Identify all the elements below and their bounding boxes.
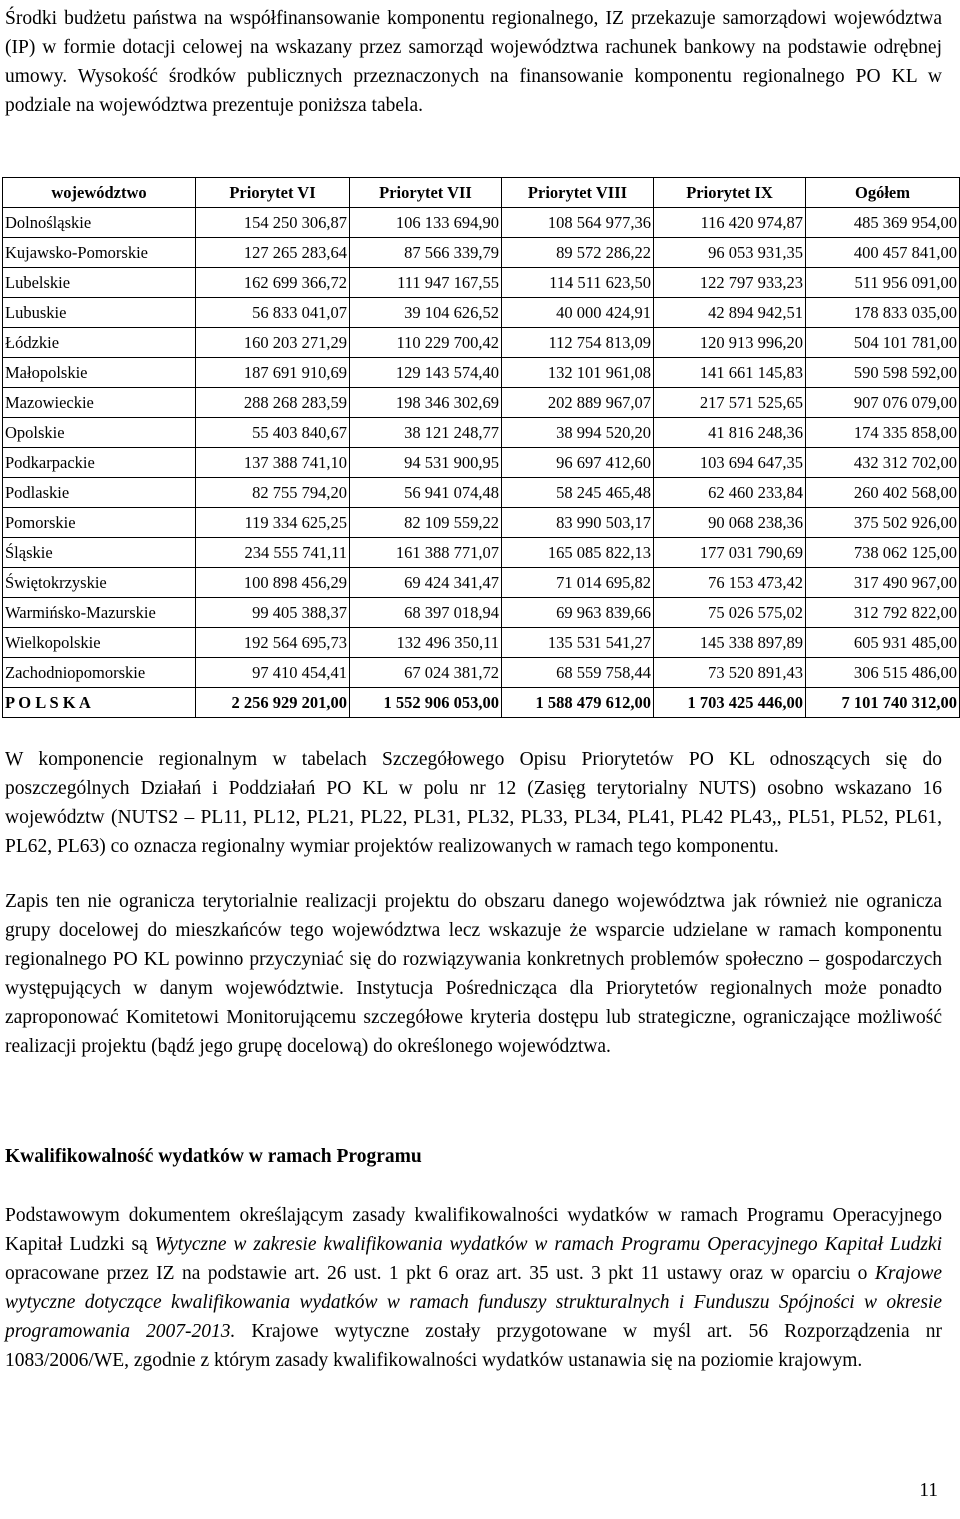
region-cell: Dolnośląskie [3, 208, 196, 238]
amount-cell: 39 104 626,52 [350, 298, 502, 328]
amount-cell: 174 335 858,00 [806, 418, 960, 448]
amount-cell: 400 457 841,00 [806, 238, 960, 268]
amount-cell: 41 816 248,36 [654, 418, 806, 448]
amount-cell: 112 754 813,09 [502, 328, 654, 358]
column-header: Ogółem [806, 178, 960, 208]
amount-cell: 177 031 790,69 [654, 538, 806, 568]
amount-cell: 40 000 424,91 [502, 298, 654, 328]
amount-cell: 56 941 074,48 [350, 478, 502, 508]
amount-cell: 83 990 503,17 [502, 508, 654, 538]
amount-cell: 160 203 271,29 [196, 328, 350, 358]
table-row [3, 658, 960, 688]
amount-cell: 58 245 465,48 [502, 478, 654, 508]
region-cell: Świętokrzyskie [3, 568, 196, 598]
eligibility-text-3: Krajowe wytyczne zostały przygotowane w myśl art. 56 Rozporządzenia nr 1083/2006/WE, zgodnie z którym zasady kwalifikowalności wydatków ustanawia się na poziomie krajowym. [5, 1321, 942, 1371]
amount-cell: 162 699 366,72 [196, 268, 350, 298]
intro-text: Środki budżetu państwa na współfinansowanie komponentu regionalnego, IZ przekazuje samorządowi województwa (IP) w formie dotacji celowej na wskazany przez samorząd województwa rachunek bankowy na podstawie odrębnej umowy. [5, 8, 942, 87]
region-cell: Wielkopolskie [3, 628, 196, 658]
table-row [3, 328, 960, 358]
amount-cell: 68 397 018,94 [350, 598, 502, 628]
table-row [3, 628, 960, 658]
amount-cell: 111 947 167,55 [350, 268, 502, 298]
funding-table [2, 177, 960, 718]
amount-cell: 738 062 125,00 [806, 538, 960, 568]
amount-cell: 103 694 647,35 [654, 448, 806, 478]
amount-cell: 511 956 091,00 [806, 268, 960, 298]
eligibility-text-1: Podstawowym dokumentem określającym zasady kwalifikowalności wydatków w ramach Programu Operacyjnego Kapitał Ludzki są [5, 1205, 942, 1255]
amount-cell: 94 531 900,95 [350, 448, 502, 478]
amount-cell: 75 026 575,02 [654, 598, 806, 628]
amount-cell: 605 931 485,00 [806, 628, 960, 658]
amount-cell: 119 334 625,25 [196, 508, 350, 538]
amount-cell: 106 133 694,90 [350, 208, 502, 238]
amount-cell: 38 121 248,77 [350, 418, 502, 448]
table-row [3, 388, 960, 418]
amount-cell: 71 014 695,82 [502, 568, 654, 598]
region-cell: Śląskie [3, 538, 196, 568]
eligibility-paragraph [5, 1201, 942, 1375]
column-header: Priorytet IX [654, 178, 806, 208]
amount-cell: 312 792 822,00 [806, 598, 960, 628]
table-row [3, 598, 960, 628]
amount-cell: 56 833 041,07 [196, 298, 350, 328]
national-guidelines-title: Krajowe wytyczne dotyczące kwalifikowania wydatków w ramach funduszy strukturalnych i Funduszu Spójności w okresie programowania 2007-2013. [5, 1263, 942, 1342]
amount-cell: 96 053 931,35 [654, 238, 806, 268]
table-row [3, 358, 960, 388]
amount-cell: 260 402 568,00 [806, 478, 960, 508]
amount-cell: 67 024 381,72 [350, 658, 502, 688]
total-amount-cell: 7 101 740 312,00 [806, 688, 960, 718]
table-row [3, 418, 960, 448]
amount-cell: 108 564 977,36 [502, 208, 654, 238]
amount-cell: 132 101 961,08 [502, 358, 654, 388]
amount-cell: 317 490 967,00 [806, 568, 960, 598]
amount-cell: 178 833 035,00 [806, 298, 960, 328]
amount-cell: 99 405 388,37 [196, 598, 350, 628]
region-cell: Podlaskie [3, 478, 196, 508]
regional-paragraph: W komponencie regionalnym w tabelach Szczegółowego Opisu Priorytetów PO KL odnoszących się do poszczególnych Działań i Poddziałań PO KL w polu nr 12 (Zasięg terytorialny NUTS) osobno wskazano 16 województw (NUTS2 – PL11, PL12, PL21, PL22, PL31, PL32, PL33, PL34, PL41, PL42 PL43,, PL51, PL52, PL61, PL62, PL63) co oznacza regionalny wymiar projektów realizowanych w ramach tego komponentu. [5, 749, 942, 857]
column-header: Priorytet VI [196, 178, 350, 208]
amount-cell: 76 153 473,42 [654, 568, 806, 598]
amount-cell: 154 250 306,87 [196, 208, 350, 238]
amount-cell: 73 520 891,43 [654, 658, 806, 688]
region-cell: Kujawsko-Pomorskie [3, 238, 196, 268]
amount-cell: 89 572 286,22 [502, 238, 654, 268]
amount-cell: 96 697 412,60 [502, 448, 654, 478]
column-header: Priorytet VII [350, 178, 502, 208]
amount-cell: 82 109 559,22 [350, 508, 502, 538]
amount-cell: 38 994 520,20 [502, 418, 654, 448]
amount-cell: 485 369 954,00 [806, 208, 960, 238]
amount-cell: 137 388 741,10 [196, 448, 350, 478]
amount-cell: 288 268 283,59 [196, 388, 350, 418]
guidelines-title: Wytyczne w zakresie kwalifikowania wydatków w ramach Programu Operacyjnego Kapitał Ludzki [154, 1234, 943, 1255]
amount-cell: 82 755 794,20 [196, 478, 350, 508]
total-amount-cell: 1 703 425 446,00 [654, 688, 806, 718]
total-amount-cell: 1 588 479 612,00 [502, 688, 654, 718]
amount-cell: 90 068 238,36 [654, 508, 806, 538]
amount-cell: 504 101 781,00 [806, 328, 960, 358]
amount-cell: 432 312 702,00 [806, 448, 960, 478]
intro-paragraph [5, 4, 942, 120]
region-cell: Zachodniopomorskie [3, 658, 196, 688]
region-cell: Opolskie [3, 418, 196, 448]
total-amount-cell: 1 552 906 053,00 [350, 688, 502, 718]
amount-cell: 55 403 840,67 [196, 418, 350, 448]
amount-cell: 192 564 695,73 [196, 628, 350, 658]
amount-cell: 375 502 926,00 [806, 508, 960, 538]
table-row [3, 568, 960, 598]
amount-cell: 114 511 623,50 [502, 268, 654, 298]
region-cell: Małopolskie [3, 358, 196, 388]
region-cell: Podkarpackie [3, 448, 196, 478]
table-row [3, 268, 960, 298]
amount-cell: 198 346 302,69 [350, 388, 502, 418]
amount-cell: 590 598 592,00 [806, 358, 960, 388]
eligibility-text-2: opracowane przez IZ na podstawie art. 26 ust. 1 pkt 6 oraz art. 35 ust. 3 pkt 11 ustawy oraz w oparciu o [5, 1263, 875, 1284]
amount-cell: 165 085 822,13 [502, 538, 654, 568]
amount-cell: 132 496 350,11 [350, 628, 502, 658]
region-cell: Lubuskie [3, 298, 196, 328]
amount-cell: 306 515 486,00 [806, 658, 960, 688]
amount-cell: 62 460 233,84 [654, 478, 806, 508]
amount-cell: 87 566 339,79 [350, 238, 502, 268]
amount-cell: 68 559 758,44 [502, 658, 654, 688]
region-cell: Łódzkie [3, 328, 196, 358]
amount-cell: 122 797 933,23 [654, 268, 806, 298]
section-heading: Kwalifikowalność wydatków w ramach Programu [5, 1146, 422, 1167]
table-row [3, 238, 960, 268]
table-header-row [3, 178, 960, 208]
table-row [3, 508, 960, 538]
amount-cell: 145 338 897,89 [654, 628, 806, 658]
amount-cell: 110 229 700,42 [350, 328, 502, 358]
amount-cell: 141 661 145,83 [654, 358, 806, 388]
amount-cell: 127 265 283,64 [196, 238, 350, 268]
amount-cell: 97 410 454,41 [196, 658, 350, 688]
amount-cell: 187 691 910,69 [196, 358, 350, 388]
column-header: województwo [3, 178, 196, 208]
amount-cell: 69 963 839,66 [502, 598, 654, 628]
amount-cell: 135 531 541,27 [502, 628, 654, 658]
intro-text-2: Wysokość środków publicznych przeznaczonych na finansowanie komponentu regionalnego PO KL w podziale na województwa prezentuje poniższa tabela. [5, 66, 942, 116]
amount-cell: 234 555 741,11 [196, 538, 350, 568]
table-row [3, 538, 960, 568]
region-cell: Mazowieckie [3, 388, 196, 418]
total-row [3, 688, 960, 718]
region-cell: Warmińsko-Mazurskie [3, 598, 196, 628]
amount-cell: 116 420 974,87 [654, 208, 806, 238]
total-label-cell: P O L S K A [3, 688, 196, 718]
region-cell: Lubelskie [3, 268, 196, 298]
amount-cell: 202 889 967,07 [502, 388, 654, 418]
amount-cell: 42 894 942,51 [654, 298, 806, 328]
region-cell: Pomorskie [3, 508, 196, 538]
amount-cell: 69 424 341,47 [350, 568, 502, 598]
column-header: Priorytet VIII [502, 178, 654, 208]
table-row [3, 208, 960, 238]
total-amount-cell: 2 256 929 201,00 [196, 688, 350, 718]
table-row [3, 298, 960, 328]
scope-paragraph: Zapis ten nie ogranicza terytorialnie realizacji projektu do obszaru danego województwa jak również nie ogranicza grupy docelowej do mieszkańców tego województwa lecz wskazuje że wsparcie udzielane w ramach komponentu regionalnego PO KL powinno przyczyniać się do rozwiązywania konkretnych problemów społeczno – gospodarczych występujących w danym województwie. Instytucja Pośrednicząca dla Priorytetów regionalnych może ponadto zaproponować Komitetowi Monitorującemu szczegółowe kryteria dostępu lub strategiczne, ograniczające możliwość realizacji projektu (bądź jego grupę docelową) do określonego województwa. [5, 891, 942, 1057]
table-row [3, 448, 960, 478]
table-row [3, 478, 960, 508]
amount-cell: 120 913 996,20 [654, 328, 806, 358]
page-number: 11 [919, 1480, 938, 1501]
amount-cell: 217 571 525,65 [654, 388, 806, 418]
amount-cell: 907 076 079,00 [806, 388, 960, 418]
amount-cell: 100 898 456,29 [196, 568, 350, 598]
amount-cell: 129 143 574,40 [350, 358, 502, 388]
amount-cell: 161 388 771,07 [350, 538, 502, 568]
